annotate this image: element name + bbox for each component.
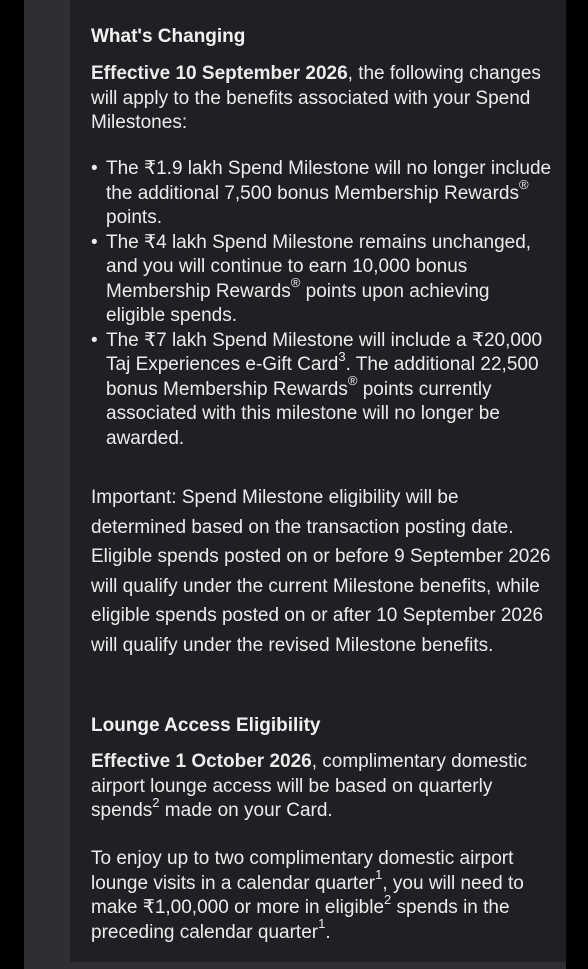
whats-changing-section bbox=[91, 25, 551, 49]
lounge-details: To enjoy up to two complimentary domestic airport lounge visits in a calendar quarter$^1$, you will need to make ₹1,00,000 or more in eligible$^2$ spends in the preceding calendar quarter$^1$. bbox=[91, 848, 524, 943]
list-item: • The ₹7 lakh Spend Milestone will include a ₹20,000 Taj Experiences e-Gift Card$^3$. The additional 22,500 bonus Membership Rewards® points currently associated with this milestone will no longer be awarded. bbox=[91, 329, 553, 452]
email-frame bbox=[24, 0, 566, 969]
intro-text: , the following changes will apply to the benefits associated with your Spend Milestones: bbox=[91, 63, 541, 133]
whats-changing-intro bbox=[91, 62, 546, 136]
lounge-intro: Effective 1 October 2026, complimentary domestic airport lounge access will be based on quarterly spends$^2$ made on your Card. bbox=[91, 751, 528, 821]
milestone-bullet-list bbox=[91, 157, 553, 451]
content-panel bbox=[70, 0, 566, 962]
important-note: Important: Spend Milestone eligibility will be determined based on the transaction posting date. Eligible spends posted on or before 9 September 2026 will qualify under the current Milestone benefits, while eligible spends posted on or after 10 September 2026 will qualify under the revised Milestone benefits. bbox=[91, 487, 551, 656]
section-heading-lounge-access: Lounge Access Eligibility bbox=[91, 715, 321, 736]
lounge-effective-date-bold: Effective 1 October 2026 bbox=[91, 751, 312, 772]
section-heading-whats-changing: What's Changing bbox=[91, 26, 246, 47]
list-item: • The ₹4 lakh Spend Milestone remains unchanged, and you will continue to earn 10,000 bonus Membership Rewards® points upon achieving eligible spends. bbox=[91, 231, 553, 329]
effective-date-bold: Effective 10 September 2026 bbox=[91, 63, 348, 84]
list-item: • The ₹1.9 lakh Spend Milestone will no longer include the additional 7,500 bonus Membership Rewards® points. bbox=[91, 157, 553, 231]
